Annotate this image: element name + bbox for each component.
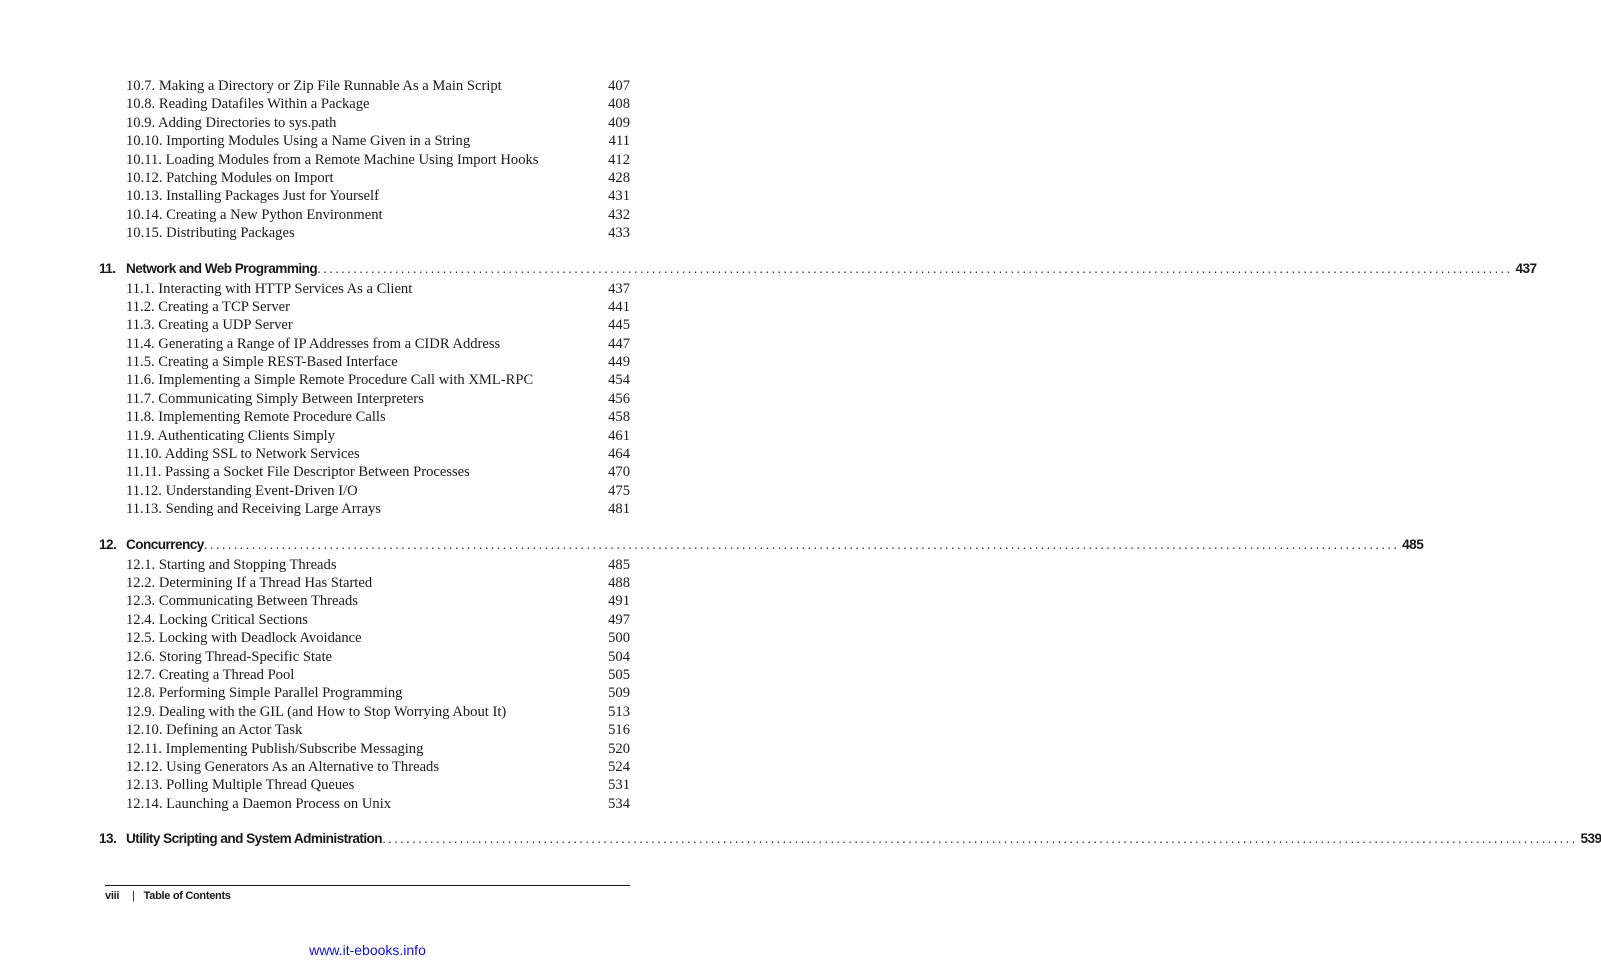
section-page-number: 445 xyxy=(608,317,630,334)
section-title: 10.11. Loading Modules from a Remote Machine Using Import Hooks xyxy=(126,151,539,168)
section-page-number: 500 xyxy=(608,630,630,647)
footer-separator: | xyxy=(132,890,135,902)
footer-rule xyxy=(105,885,630,886)
section-title: 11.4. Generating a Range of IP Addresses from a CIDR Address xyxy=(126,335,501,352)
section-page-number: 458 xyxy=(608,409,630,426)
page-footer xyxy=(105,890,231,902)
dot-leader: ........................................................................................................................................................................................................ xyxy=(382,831,1578,847)
section-title: 11.12. Understanding Event-Driven I/O xyxy=(126,482,358,499)
watermark-link[interactable]: www.it-ebooks.info xyxy=(309,942,426,958)
footer-running-title: Table of Contents xyxy=(143,890,231,902)
section-title: 12.10. Defining an Actor Task xyxy=(126,722,303,739)
section-page-number: 509 xyxy=(608,685,630,702)
table-of-contents xyxy=(0,77,1601,848)
section-title: 12.6. Storing Thread-Specific State xyxy=(126,648,333,665)
toc-section-entry[interactable] xyxy=(0,390,735,408)
toc-section-entry[interactable] xyxy=(0,758,735,776)
toc-section-entry[interactable] xyxy=(0,408,735,426)
section-page-number: 491 xyxy=(608,593,630,610)
toc-section-entry[interactable] xyxy=(0,776,735,794)
toc-section-entry[interactable] xyxy=(0,427,735,445)
section-title: 10.8. Reading Datafiles Within a Package xyxy=(126,96,370,113)
section-title: 11.8. Implementing Remote Procedure Calls xyxy=(126,409,386,426)
chapter-page-number: 539 xyxy=(1580,831,1601,847)
section-page-number: 454 xyxy=(608,372,630,389)
toc-section-entry[interactable] xyxy=(0,703,735,721)
toc-section-entry[interactable] xyxy=(0,114,735,132)
section-page-number: 524 xyxy=(608,758,630,775)
chapter-title: Utility Scripting and System Administration xyxy=(126,831,383,847)
chapter-number: 13. xyxy=(99,831,117,847)
toc-section-entry[interactable] xyxy=(0,592,735,610)
section-page-number: 516 xyxy=(608,722,630,739)
section-title: 10.15. Distributing Packages xyxy=(126,225,295,242)
section-title: 12.7. Creating a Thread Pool xyxy=(126,666,295,683)
toc-section-entry[interactable] xyxy=(0,206,735,224)
toc-section-entry[interactable] xyxy=(0,463,735,481)
chapter-page-number: 485 xyxy=(1402,536,1424,552)
section-page-number: 513 xyxy=(608,703,630,720)
section-title: 12.14. Launching a Daemon Process on Unix xyxy=(126,795,392,812)
section-title: 10.13. Installing Packages Just for Yourself xyxy=(126,188,379,205)
section-page-number: 412 xyxy=(608,151,630,168)
footer-page-number: viii xyxy=(105,890,120,902)
section-title: 12.5. Locking with Deadlock Avoidance xyxy=(126,630,362,647)
section-title: 12.12. Using Generators As an Alternative to Threads xyxy=(126,758,440,775)
section-page-number: 411 xyxy=(608,133,630,150)
section-page-number: 456 xyxy=(608,390,630,407)
section-page-number: 464 xyxy=(608,446,630,463)
section-page-number: 408 xyxy=(608,96,630,113)
section-page-number: 485 xyxy=(608,556,630,573)
chapter-number: 12. xyxy=(99,536,117,552)
toc-section-entry[interactable] xyxy=(0,224,735,242)
section-page-number: 481 xyxy=(608,501,630,518)
section-title: 12.9. Dealing with the GIL (and How to Stop Worrying About It) xyxy=(126,703,507,720)
section-title: 11.9. Authenticating Clients Simply xyxy=(126,427,336,444)
section-page-number: 428 xyxy=(608,169,630,186)
chapter-title: Concurrency xyxy=(126,536,204,552)
section-title: 11.1. Interacting with HTTP Services As a Client xyxy=(126,280,413,297)
toc-section-entry[interactable] xyxy=(0,187,735,205)
toc-section-entry[interactable] xyxy=(0,574,735,592)
toc-section-entry[interactable] xyxy=(0,353,735,371)
chapter-page-number: 437 xyxy=(1515,260,1537,276)
section-title: 12.8. Performing Simple Parallel Programming xyxy=(126,685,403,702)
section-page-number: 431 xyxy=(608,188,630,205)
section-title: 12.2. Determining If a Thread Has Started xyxy=(126,574,373,591)
section-title: 12.3. Communicating Between Threads xyxy=(126,593,358,610)
toc-section-entry[interactable] xyxy=(0,335,735,353)
section-title: 12.1. Starting and Stopping Threads xyxy=(126,556,337,573)
section-page-number: 447 xyxy=(608,335,630,352)
toc-section-entry[interactable] xyxy=(0,77,735,95)
section-title: 10.7. Making a Directory or Zip File Runnable As a Main Script xyxy=(126,78,502,94)
toc-section-entry[interactable] xyxy=(0,280,735,298)
toc-section-entry[interactable] xyxy=(0,482,735,500)
section-page-number: 531 xyxy=(608,777,630,794)
section-page-number: 407 xyxy=(608,78,630,94)
section-title: 10.10. Importing Modules Using a Name Given in a String xyxy=(126,133,471,150)
toc-section-entry[interactable] xyxy=(0,95,735,113)
toc-section-entry[interactable] xyxy=(0,132,735,150)
section-title: 11.10. Adding SSL to Network Services xyxy=(126,446,360,463)
section-page-number: 497 xyxy=(608,611,630,628)
toc-section-entry[interactable] xyxy=(0,371,735,389)
toc-section-entry[interactable] xyxy=(0,684,735,702)
section-page-number: 461 xyxy=(608,427,630,444)
toc-chapter-entry[interactable] xyxy=(0,830,1601,848)
toc-section-entry[interactable] xyxy=(0,500,735,518)
chapter-title: Network and Web Programming xyxy=(126,260,318,276)
section-title: 11.11. Passing a Socket File Descriptor Between Processes xyxy=(126,464,470,481)
toc-section-entry[interactable] xyxy=(0,151,735,169)
toc-section-entry[interactable] xyxy=(0,795,735,813)
toc-section-entry[interactable] xyxy=(0,666,735,684)
toc-section-entry[interactable] xyxy=(0,556,735,574)
toc-chapter-entry[interactable] xyxy=(0,260,1537,278)
section-title: 11.7. Communicating Simply Between Interpreters xyxy=(126,390,424,407)
section-page-number: 433 xyxy=(608,225,630,242)
toc-section-entry[interactable] xyxy=(0,611,735,629)
toc-section-entry[interactable] xyxy=(0,298,735,316)
toc-section-entry[interactable] xyxy=(0,629,735,647)
section-page-number: 488 xyxy=(608,574,630,591)
section-title: 11.2. Creating a TCP Server xyxy=(126,298,291,315)
section-page-number: 504 xyxy=(608,648,630,665)
section-title: 11.6. Implementing a Simple Remote Procedure Call with XML-RPC xyxy=(126,372,534,389)
section-title: 10.9. Adding Directories to sys.path xyxy=(126,114,337,131)
section-title: 10.12. Patching Modules on Import xyxy=(126,169,334,186)
toc-section-entry[interactable] xyxy=(0,721,735,739)
chapter-number: 11. xyxy=(99,260,116,276)
section-page-number: 409 xyxy=(608,114,630,131)
section-page-number: 441 xyxy=(608,298,630,315)
dot-leader: ........................................................................................................................................................................................................ xyxy=(203,536,1400,552)
toc-chapter-entry[interactable] xyxy=(0,536,1424,554)
section-page-number: 505 xyxy=(608,666,630,683)
section-title: 11.13. Sending and Receiving Large Arrays xyxy=(126,501,381,518)
section-title: 10.14. Creating a New Python Environment xyxy=(126,206,383,223)
section-page-number: 432 xyxy=(608,206,630,223)
section-title: 12.4. Locking Critical Sections xyxy=(126,611,308,628)
section-page-number: 520 xyxy=(608,740,630,757)
toc-section-entry[interactable] xyxy=(0,648,735,666)
toc-section-entry[interactable] xyxy=(0,445,735,463)
section-page-number: 449 xyxy=(608,354,630,371)
section-page-number: 437 xyxy=(608,280,630,297)
section-page-number: 470 xyxy=(608,464,630,481)
dot-leader: ........................................................................................................................................................................................................ xyxy=(317,260,1513,276)
toc-section-entry[interactable] xyxy=(0,316,735,334)
section-title: 11.3. Creating a UDP Server xyxy=(126,317,293,334)
toc-section-entry[interactable] xyxy=(0,169,735,187)
section-title: 12.11. Implementing Publish/Subscribe Messaging xyxy=(126,740,424,757)
section-page-number: 475 xyxy=(608,482,630,499)
section-title: 12.13. Polling Multiple Thread Queues xyxy=(126,777,355,794)
toc-section-entry[interactable] xyxy=(0,740,735,758)
section-title: 11.5. Creating a Simple REST-Based Interface xyxy=(126,354,398,371)
section-page-number: 534 xyxy=(608,795,630,812)
